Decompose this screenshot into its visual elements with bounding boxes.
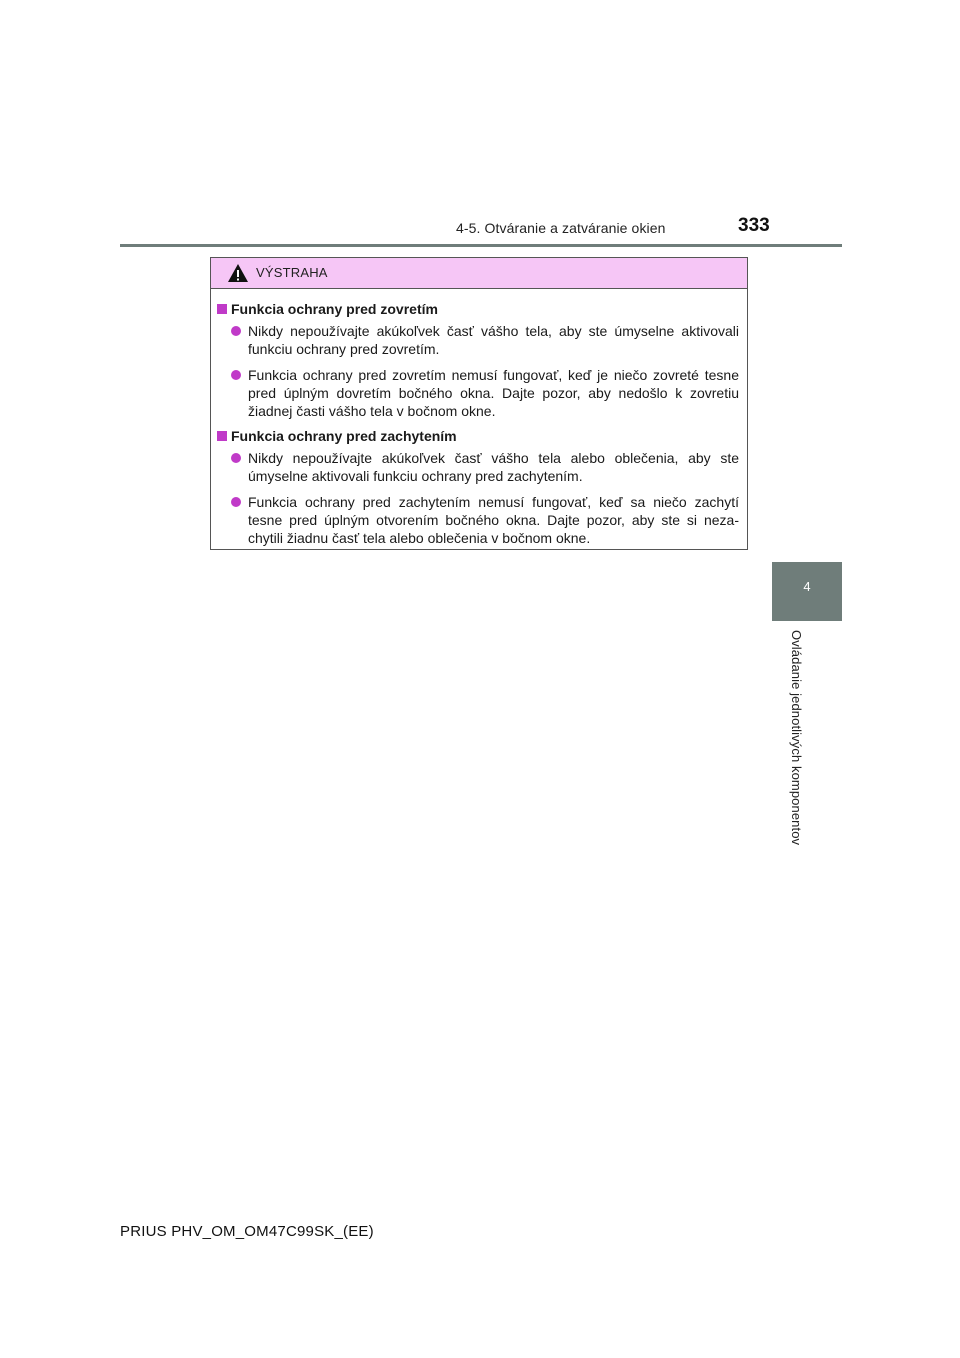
- bullet-text: Nikdy nepoužívajte akúkoľvek časť vášho tela, aby ste úmyselne aktivovali funkciu ochrany pred zovretím.: [248, 323, 739, 357]
- section-heading: [217, 428, 739, 444]
- chapter-tab-number: 4: [803, 579, 811, 594]
- document-code: PRIUS PHV_OM_OM47C99SK_(EE): [120, 1223, 374, 1240]
- header-rule: [120, 244, 842, 247]
- page-header-section: 4-5. Otváranie a zatváranie okien: [456, 220, 666, 236]
- chapter-side-label: Ovládanie jednotlivých komponentov: [789, 630, 804, 846]
- bullet-text: Funkcia ochrany pred zovretím nemusí fungovať, keď je niečo zovreté tesne pred úplným dovretím bočného okna. Dajte pozor, aby nedošlo k zovretiu žiadnej časti vášho tela v bočnom okne.: [248, 367, 739, 419]
- section-heading-text: Funkcia ochrany pred zovretím: [231, 301, 438, 317]
- warning-box: [210, 257, 748, 550]
- bullet-item: [217, 449, 739, 485]
- bullet-item: [217, 493, 739, 547]
- round-bullet-icon: [231, 326, 241, 336]
- square-bullet-icon: [217, 304, 227, 314]
- warning-triangle-icon: [227, 263, 249, 283]
- bullet-item: [217, 322, 739, 358]
- warning-section: [217, 301, 739, 420]
- section-heading-text: Funkcia ochrany pred zachytením: [231, 428, 457, 444]
- section-heading: [217, 301, 739, 317]
- warning-section: [217, 428, 739, 547]
- bullet-item: [217, 366, 739, 420]
- round-bullet-icon: [231, 453, 241, 463]
- bullet-text: Funkcia ochrany pred zachytením nemusí fungovať, keď sa niečo zachytí tesne pred úplným otvorením bočného okna. Dajte pozor, aby ste si neza-chytili žiadnu časť tela alebo oblečenia v bočnom okne.: [248, 494, 739, 546]
- square-bullet-icon: [217, 431, 227, 441]
- round-bullet-icon: [231, 370, 241, 380]
- warning-body: [211, 289, 747, 547]
- page-number: 333: [738, 215, 770, 236]
- bullet-text: Nikdy nepoužívajte akúkoľvek časť vášho tela alebo oblečenia, aby ste úmyselne aktivovali funkciu ochrany pred zachytením.: [248, 450, 739, 484]
- chapter-tab: [772, 562, 842, 621]
- warning-title: VÝSTRAHA: [256, 265, 328, 280]
- warning-header: [211, 258, 747, 289]
- round-bullet-icon: [231, 497, 241, 507]
